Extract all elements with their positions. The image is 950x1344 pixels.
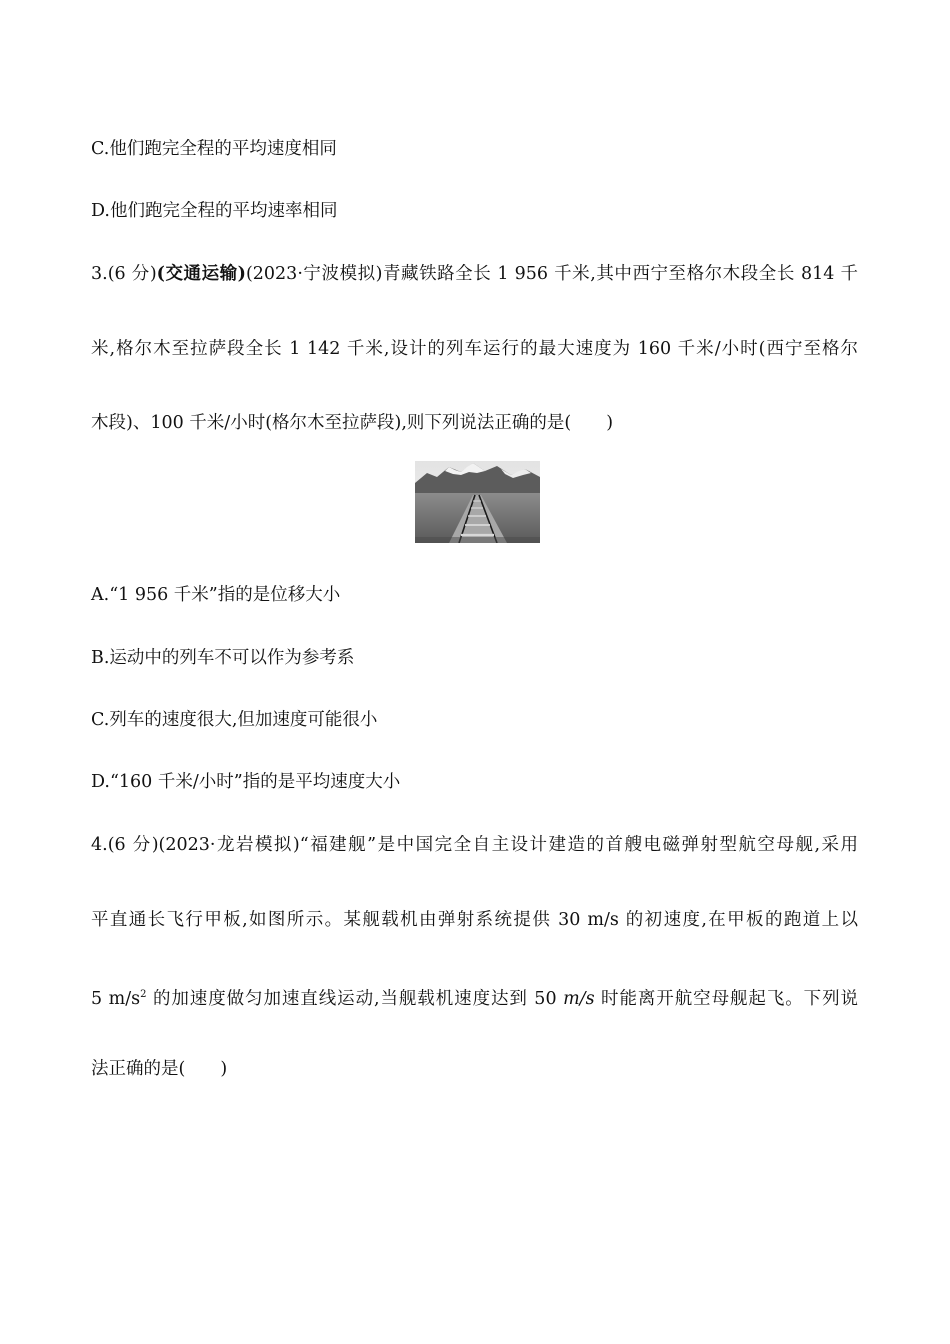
q4-stem-line-1: 4.(6 分)(2023·龙岩模拟)“福建舰”是中国完全自主设计建造的首艘电磁弹射型航空母舰,采用 xyxy=(91,835,858,855)
q3-option-c: C.列车的速度很大,但加速度可能很小 xyxy=(91,710,378,730)
q4-line3-italic: m/s xyxy=(563,989,595,1009)
q4-stem-line-2: 平直通长飞行甲板,如图所示。某舰载机由弹射系统提供 30 m/s 的初速度,在甲板的跑道上以 xyxy=(91,910,858,930)
q4-line3-a: 5 m/s xyxy=(91,989,141,1009)
q3-tag: (交通运输) xyxy=(156,264,246,284)
q4-line3-sup: 2 xyxy=(140,989,147,1000)
q3-stem-line-1 xyxy=(91,262,858,286)
q2-option-d: D.他们跑完全程的平均速率相同 xyxy=(91,201,338,221)
q3-option-b: B.运动中的列车不可以作为参考系 xyxy=(91,648,355,668)
q2-option-c: C.他们跑完全程的平均速度相同 xyxy=(91,139,337,159)
q4-stem-line-4: 法正确的是( ) xyxy=(91,1059,228,1079)
railway-photo xyxy=(415,461,540,543)
q4-line3-b: 的加速度做匀加速直线运动,当舰载机速度达到 50 xyxy=(146,989,564,1009)
q4-line3-c: 时能离开航空母舰起飞。下列说 xyxy=(594,989,859,1009)
q3-option-d: D.“160 千米/小时”指的是平均速度大小 xyxy=(91,772,401,792)
q3-option-a: A.“1 956 千米”指的是位移大小 xyxy=(91,585,341,605)
q4-stem-line-3 xyxy=(91,983,858,1011)
q3-stem-line-2: 米,格尔木至拉萨段全长 1 142 千米,设计的列车运行的最大速度为 160 千米/小时(西宁至格尔 xyxy=(91,339,858,359)
q3-stem-line-3: 木段)、100 千米/小时(格尔木至拉萨段),则下列说法正确的是( ) xyxy=(91,413,614,433)
q3-line1-rest: (2023·宁波模拟)青藏铁路全长 1 956 千米,其中西宁至格尔木段全长 814 千 xyxy=(245,264,858,284)
q3-number: 3.(6 分) xyxy=(91,264,157,284)
